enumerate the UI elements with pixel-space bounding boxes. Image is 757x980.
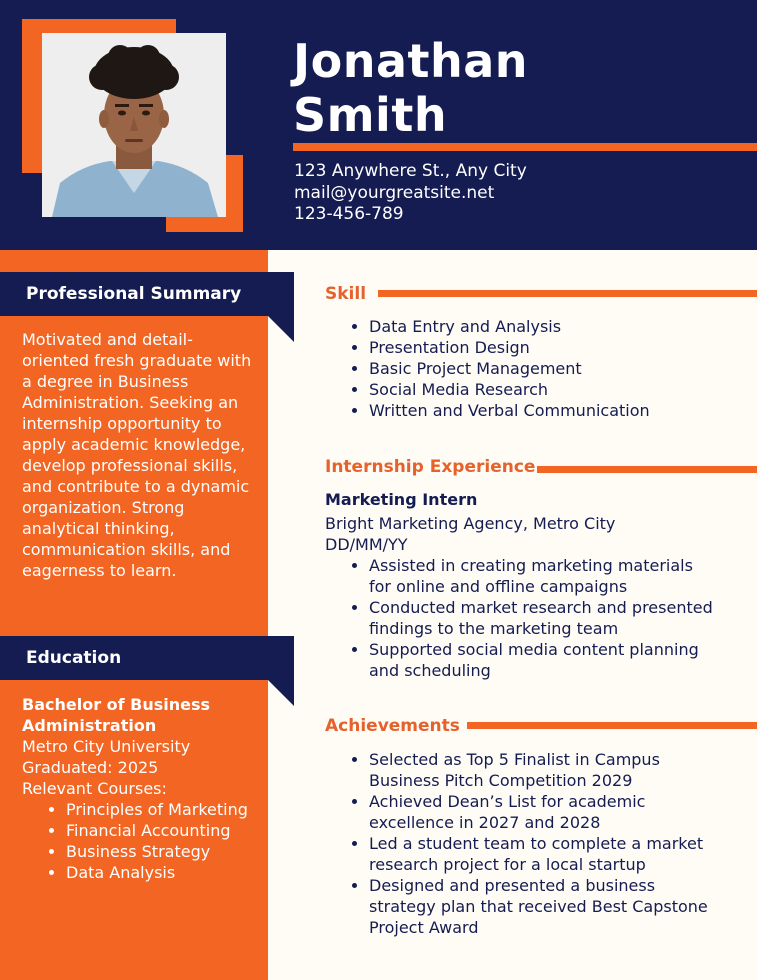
internship-item: • Assisted in creating marketing materials for online and offline campaigns [369,555,714,597]
achievement-item: • Led a student team to complete a market research project for a local startup [369,833,714,875]
portrait-icon [42,33,226,217]
skill-list [325,316,757,421]
candidate-name [293,34,733,142]
contact-info [294,161,527,226]
contact-phone: 123-456-789 [294,204,404,224]
course-item: • Business Strategy [66,841,262,862]
internship-item: • Conducted market research and presented findings to the marketing team [369,597,714,639]
internship-company: Bright Marketing Agency, Metro City [325,514,616,533]
achievement-item: • Selected as Top 5 Finalist in Campus Business Pitch Competition 2029 [369,749,714,791]
course-item: • Financial Accounting [66,820,262,841]
education-tab-fold [268,680,294,706]
education-graduated: Graduated: 2025 [22,758,159,777]
skill-item: • Presentation Design [369,337,757,358]
skill-heading-bar [378,290,757,297]
education-courses-label: Relevant Courses: [22,779,167,798]
summary-heading: Professional Summary [0,272,294,316]
achievements-heading-bar [467,722,757,729]
summary-tab-fold [268,316,294,342]
course-item: • Data Analysis [66,862,262,883]
education-heading: Education [0,636,294,680]
name-underline-bar [293,143,757,151]
contact-address: 123 Anywhere St., Any City [294,161,527,181]
internship-list [325,555,714,681]
achievement-item: • Designed and presented a business strategy plan that received Best Capstone Project Award [369,875,714,938]
course-item: • Principles of Marketing [66,799,262,820]
education-degree: Bachelor of Business Administration [22,695,211,735]
skill-heading: Skill [325,284,367,304]
achievements-heading: Achievements [325,716,460,736]
profile-photo [42,33,226,217]
summary-text: Motivated and detail-oriented fresh graduate with a degree in Business Administration. Seeking an internship opportunity to apply academic knowledge, develop professional skills, and contribute to a dynamic organization. Strong analytical thinking, communication skills, and eagerness to learn. [22,330,252,580]
contact-email[interactable]: mail@yourgreatsite.net [294,182,495,203]
skill-item: • Written and Verbal Communication [369,400,757,421]
internship-heading-bar [537,466,757,473]
education-courses-list [22,799,262,883]
internship-date: DD/MM/YY [325,535,408,554]
internship-item: • Supported social media content planning and scheduling [369,639,714,681]
achievements-list [325,749,714,938]
skill-item: • Social Media Research [369,379,757,400]
name-last: Smith [293,88,448,142]
skill-item: • Data Entry and Analysis [369,316,757,337]
name-first: Jonathan [293,34,529,88]
achievement-item: • Achieved Dean’s List for academic excellence in 2027 and 2028 [369,791,714,833]
skill-item: • Basic Project Management [369,358,757,379]
internship-title: Marketing Intern [325,490,478,509]
education-block [22,694,262,883]
education-school: Metro City University [22,737,191,756]
internship-heading: Internship Experience [325,457,536,477]
